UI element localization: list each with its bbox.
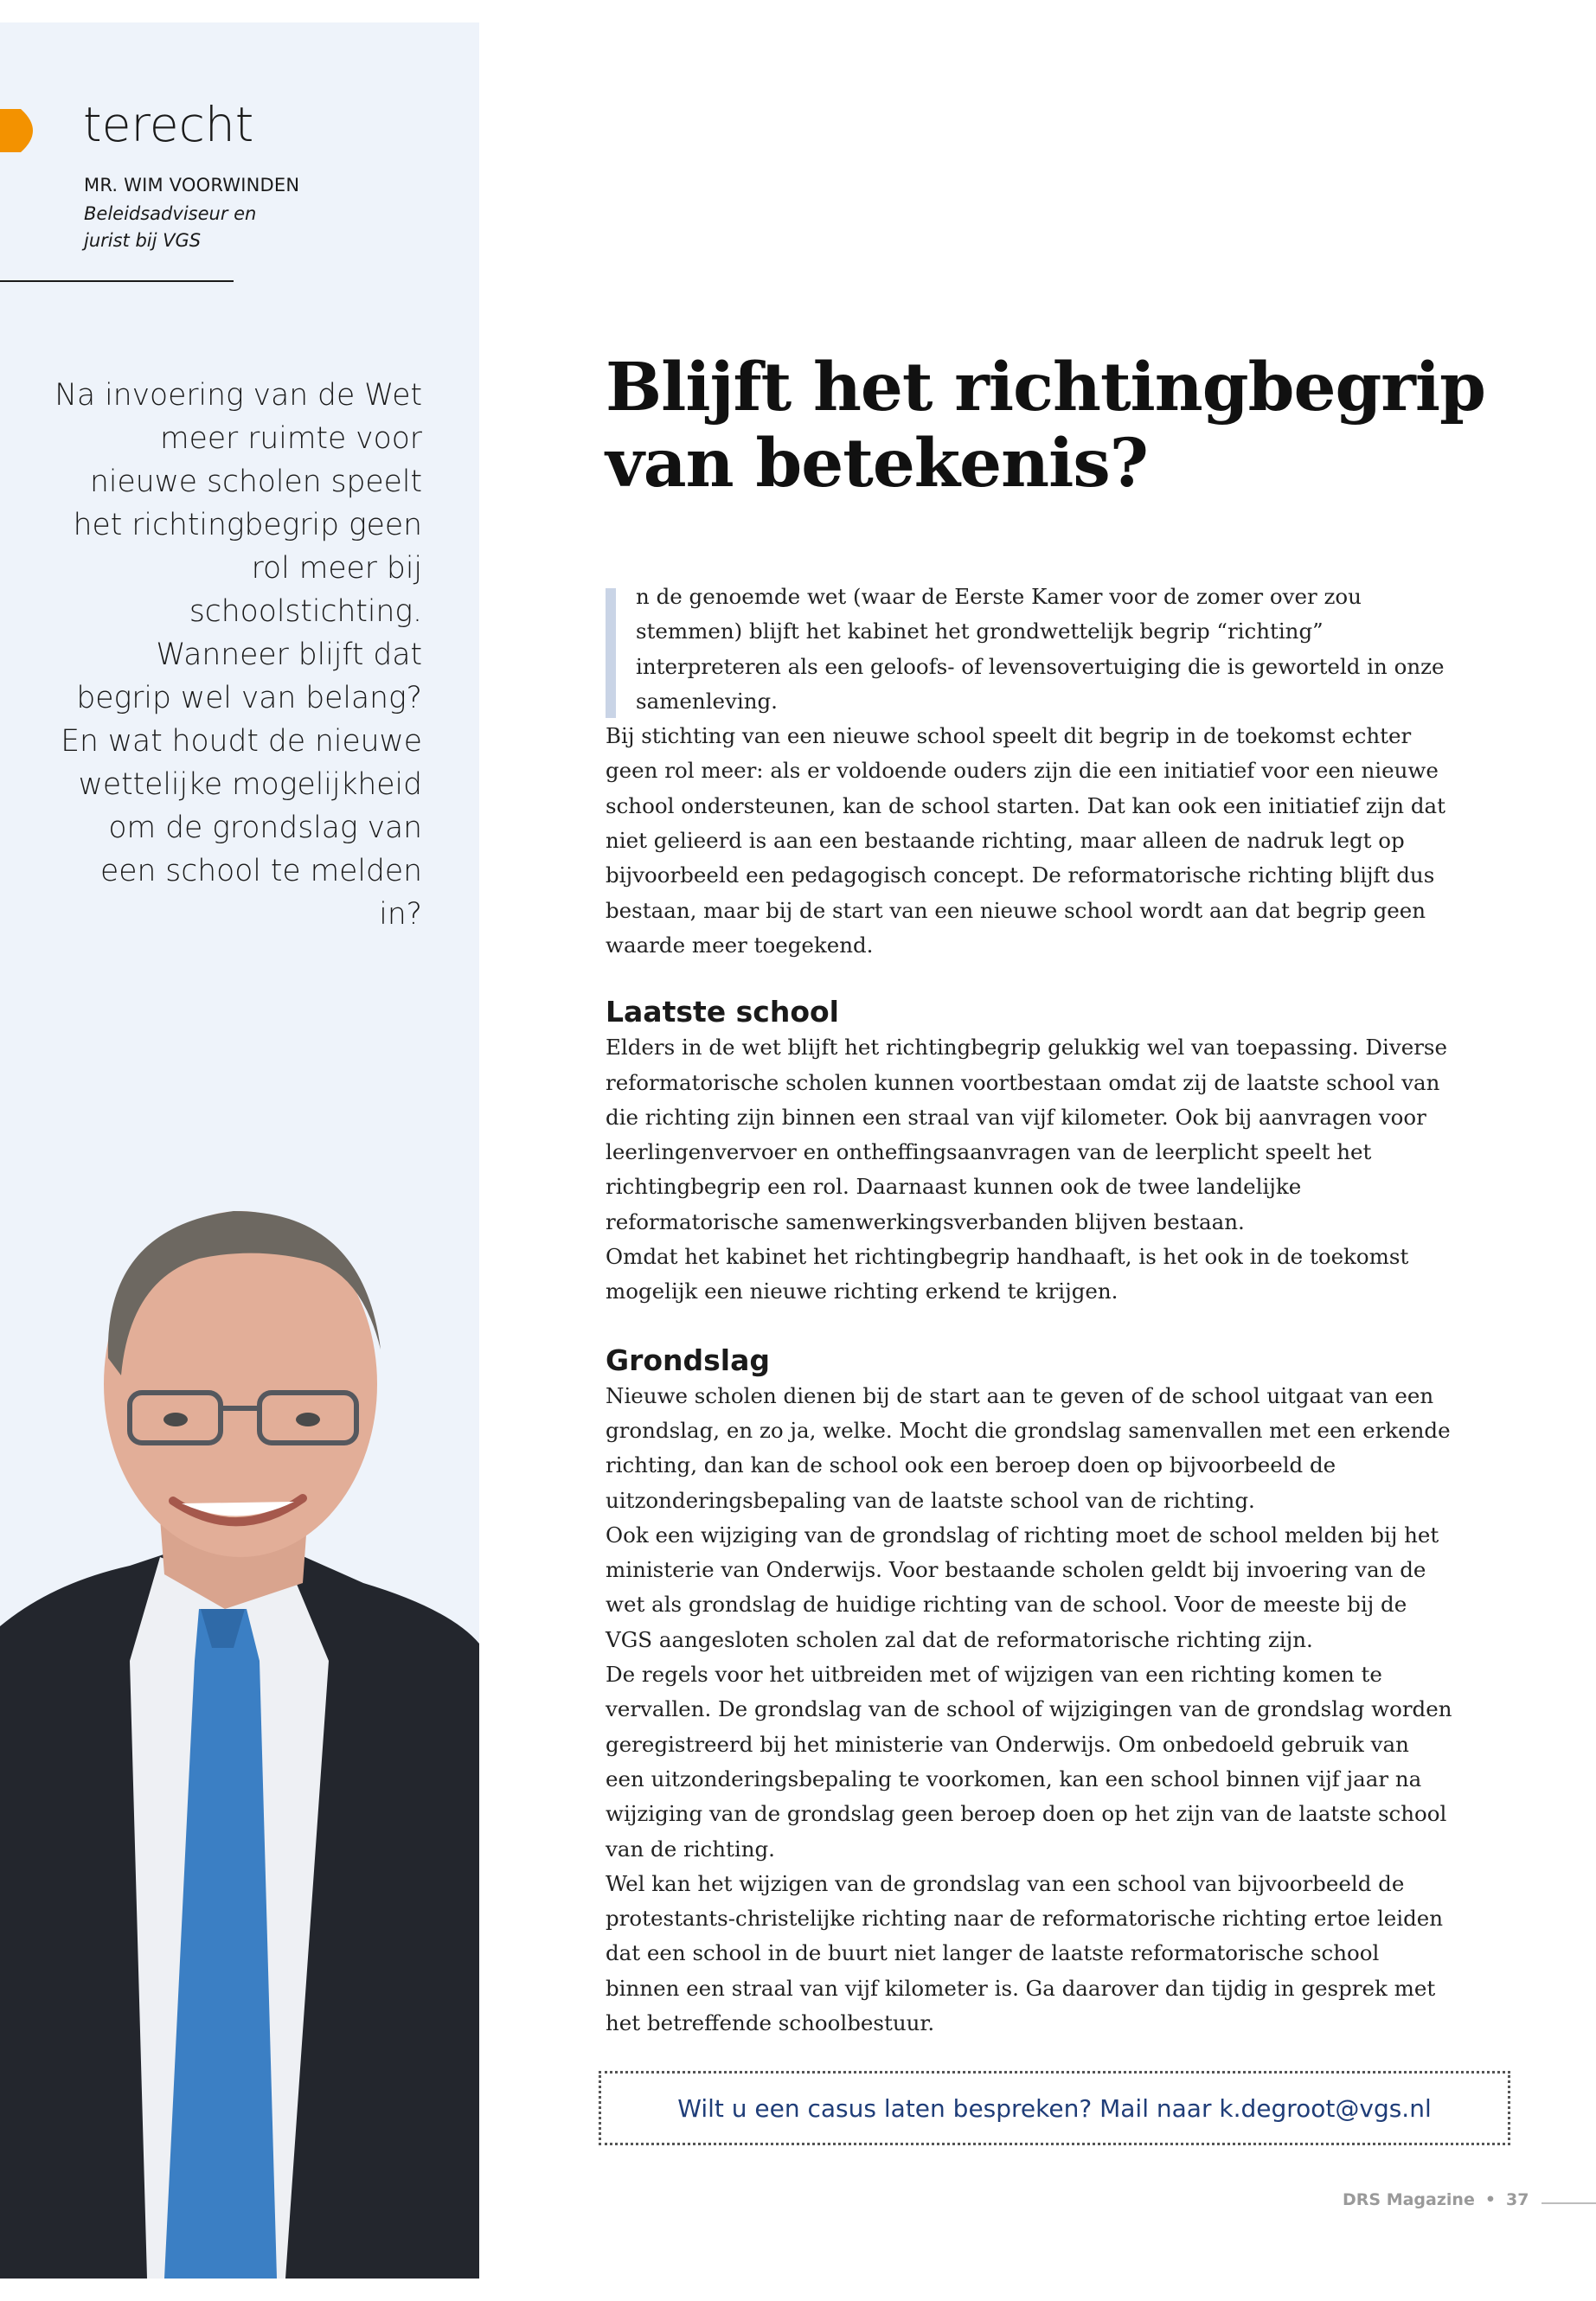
- author-role: [84, 201, 309, 254]
- author-role-line1: Beleidsadviseur en: [84, 203, 257, 224]
- intro-text: Na invoering van de Wet meer ruimte voor nieuwe scholen speelt het richtingbegrip geen rol meer bij schoolstichting. Wanneer blijft dat begrip wel van belang? En wat houdt de nieuwe wettelijke mogelijkheid om de grondslag van een school te melden in?: [54, 378, 422, 932]
- author-portrait: [0, 1176, 479, 2279]
- page-footer: [1343, 2190, 1529, 2209]
- magazine-name: DRS Magazine: [1343, 2190, 1475, 2209]
- paragraph-3: Elders in de wet blijft het richtingbegrip gelukkig wel van toepassing. Diverse reformatorische scholen kunnen voortbestaan omdat zij de laatste school van die richting zijn binnen een straal van vijf kilometer. Ook bij aanvragen voor leerlingenvervoer en ontheffingsaanvragen van de leerplicht speelt het richtingbegrip een rol. Daarnaast kunnen ook de twee landelijke reformatorische samenwerkingsverbanden blijven bestaan.: [606, 1035, 1448, 1234]
- paragraph-5: Nieuwe scholen dienen bij de start aan te geven of de school uitgaat van een grondslag, en zo ja, welke. Mocht die grondslag samenvallen met een erkende richting, dan kan de school ook een beroep doen op bijvoorbeeld de uitzonderingsbepaling van de laatste school van de richting.: [606, 1382, 1451, 1513]
- section-label: terecht: [83, 97, 254, 152]
- subheading-laatste-school: Laatste school: [606, 995, 839, 1029]
- lead-paragraph: [606, 580, 1453, 719]
- article-body: [606, 580, 1453, 2041]
- sidebar-panel: [0, 22, 479, 2279]
- paragraph-4: Omdat het kabinet het richtingbegrip handhaaft, is het ook in de toekomst mogelijk een nieuwe richting erkend te krijgen.: [606, 1244, 1409, 1304]
- paragraph-2: Bij stichting van een nieuwe school speelt dit begrip in de toekomst echter geen rol meer: als er voldoende ouders zijn die een initiatief voor een nieuwe school ondersteunen, kan de school starten. Dat kan ook een initiatief zijn dat niet gelieerd is aan een bestaande richting, maar alleen de nadruk legt op bijvoorbeeld een pedagogisch concept. De reformatorische richting blijft dus bestaan, maar bij de start van een nieuwe school wordt aan dat begrip geen waarde meer toegekend.: [606, 723, 1445, 958]
- paragraph-7: De regels voor het uitbreiden met of wijzigen van een richting komen te vervallen. De grondslag van de school of wijzigingen van de grondslag worden geregistreerd bij het ministerie van Onderwijs. Om onbedoeld gebruik van een uitzonderingsbepaling te voorkomen, kan een school binnen vijf jaar na wijziging van de grondslag geen beroep doen op het zijn van de laatste school van de richting.: [606, 1662, 1452, 1862]
- author-divider: [0, 280, 234, 282]
- paragraph-6: Ook een wijziging van de grondslag of richting moet de school melden bij het ministerie van Onderwijs. Voor bestaande scholen geldt bij invoering van de wet als grondslag de huidige richting van de school. Voor de meeste bij de VGS aangesloten scholen zal dat de reformatorische richting zijn.: [606, 1522, 1439, 1652]
- contact-callout[interactable]: [599, 2071, 1510, 2145]
- article-headline: [606, 349, 1522, 502]
- drop-cap-bar: [606, 588, 616, 718]
- page-number: 37: [1506, 2190, 1529, 2209]
- headline-line1: Blijft het richtingbegrip: [606, 349, 1485, 426]
- paragraph-1: n de genoemde wet (waar de Eerste Kamer voor de zomer over zou stemmen) blijft het kabinet het grondwettelijk begrip “richting” interpreteren als een geloofs- of levensovertuiging die is geworteld in onze samenleving.: [636, 584, 1445, 714]
- paragraph-8: Wel kan het wijzigen van de grondslag van een school van bijvoorbeeld de protestants-christelijke richting naar de reformatorische richting ertoe leiden dat een school in de buurt niet langer de laatste reformatorische school binnen een straal van vijf kilometer is. Ga daarover dan tijdig in gesprek met het betreffende schoolbestuur.: [606, 1870, 1444, 2035]
- subheading-grondslag: Grondslag: [606, 1343, 770, 1377]
- footer-separator: •: [1484, 2190, 1496, 2209]
- contact-callout-text[interactable]: Wilt u een casus laten bespreken? Mail naar k.degroot@vgs.nl: [677, 2093, 1432, 2123]
- section-marker-icon: [0, 109, 45, 152]
- author-role-line2: jurist bij VGS: [84, 230, 202, 251]
- headline-line2: van betekenis?: [606, 425, 1148, 503]
- footer-divider: [1542, 2202, 1596, 2204]
- author-name: MR. WIM VOORWINDEN: [84, 175, 300, 195]
